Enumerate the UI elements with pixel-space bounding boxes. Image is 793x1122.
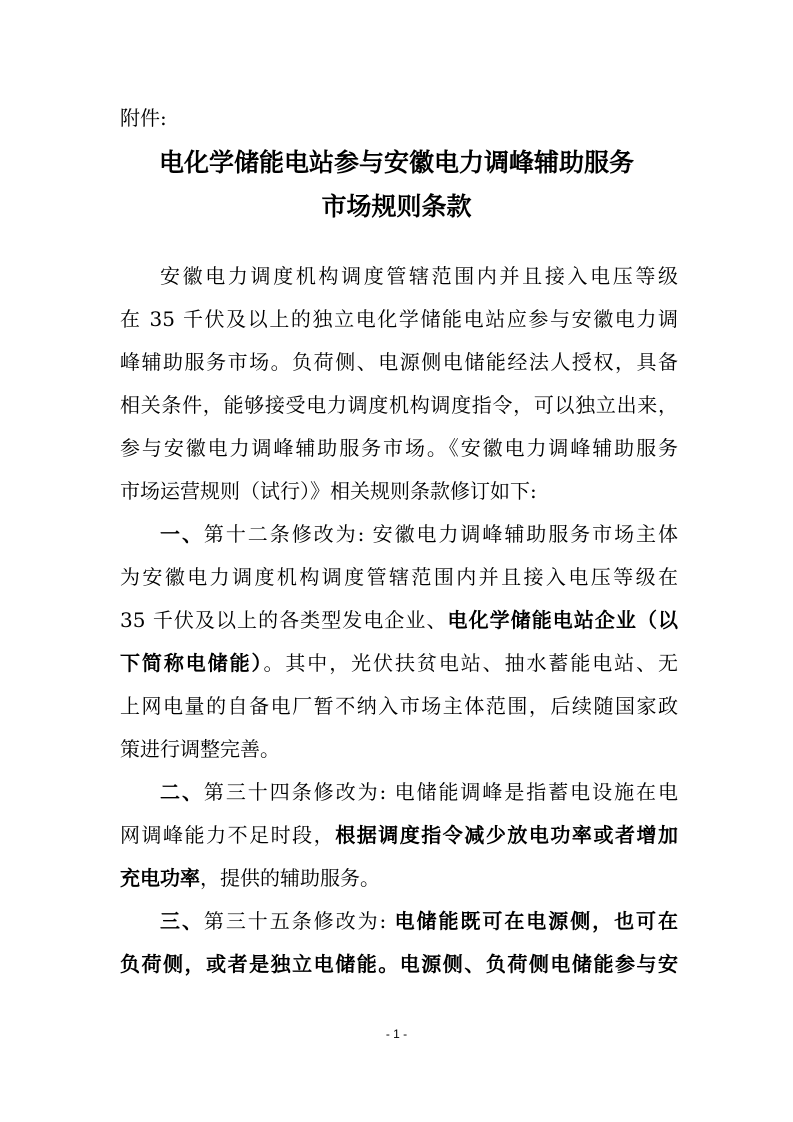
intro-line: 市场运营规则（试行）》相关规则条款修订如下: (120, 479, 537, 503)
article-1-text: 。其中，光伏扶贫电站、抽水蓄能电站、无 (263, 651, 678, 675)
article-3-emphasis: 电储能既可在电源侧，也可在 (394, 909, 678, 933)
article-1-text: 第十二条修改为: 安徽电力调峰辅助服务市场主体 (203, 522, 678, 546)
article-1-emphasis: 电化学储能电站企业（以 (447, 608, 678, 632)
intro-line: 在 35 千伏及以上的独立电化学储能电站应参与安徽电力调 (120, 307, 678, 331)
article-1-line: 为安徽电力调度机构调度管辖范围内并且接入电压等级在 (120, 565, 678, 589)
article-3-line (160, 907, 678, 935)
article-2-text: ，提供的辅助服务。 (200, 866, 380, 890)
article-1-line: 上网电量的自备电厂暂不纳入市场主体范围，后续随国家政 (120, 694, 678, 718)
article-1-lead: 一、 (160, 522, 204, 546)
article-3-lead: 三、 (160, 909, 204, 933)
article-2-text: 第三十四条修改为: 电储能调峰是指蓄电设施在电 (203, 780, 678, 804)
article-1-text: 35 千伏及以上的各类型发电企业、 (120, 608, 448, 632)
article-1-line (120, 649, 678, 677)
article-1-line: 策进行调整完善。 (120, 737, 280, 761)
article-3-emphasis: 负荷侧，或者是独立电储能。电源侧、负荷侧电储能参与安 (120, 952, 678, 976)
article-1-line (120, 606, 678, 634)
document-title-line-2: 市场规则条款 (321, 192, 472, 221)
intro-line: 峰辅助服务市场。负荷侧、电源侧电储能经法人授权，具备 (120, 350, 678, 374)
intro-line: 安徽电力调度机构调度管辖范围内并且接入电压等级 (160, 264, 678, 288)
article-1-line (160, 520, 678, 548)
document-title-line-1: 电化学储能电站参与安徽电力调峰辅助服务 (158, 148, 634, 177)
article-2-lead: 二、 (160, 780, 204, 804)
article-2-line (120, 864, 678, 892)
intro-line: 相关条件，能够接受电力调度机构调度指令，可以独立出来， (120, 393, 678, 417)
article-2-emphasis: 根据调度指令减少放电功率或者增加 (335, 823, 678, 847)
article-2-line (120, 821, 678, 849)
article-2-emphasis: 充电功率 (120, 866, 200, 890)
article-3-text: 第三十五条修改为: (203, 909, 395, 933)
page-number: - 1 - (385, 1027, 408, 1041)
article-3-line (120, 950, 678, 978)
attachment-label: 附件: (120, 106, 167, 130)
article-2-text: 网调峰能力不足时段， (120, 823, 336, 847)
article-1-emphasis: 下简称电储能） (120, 651, 264, 675)
article-2-line (160, 778, 678, 806)
intro-line: 参与安徽电力调峰辅助服务市场。《安徽电力调峰辅助服务 (120, 436, 678, 460)
